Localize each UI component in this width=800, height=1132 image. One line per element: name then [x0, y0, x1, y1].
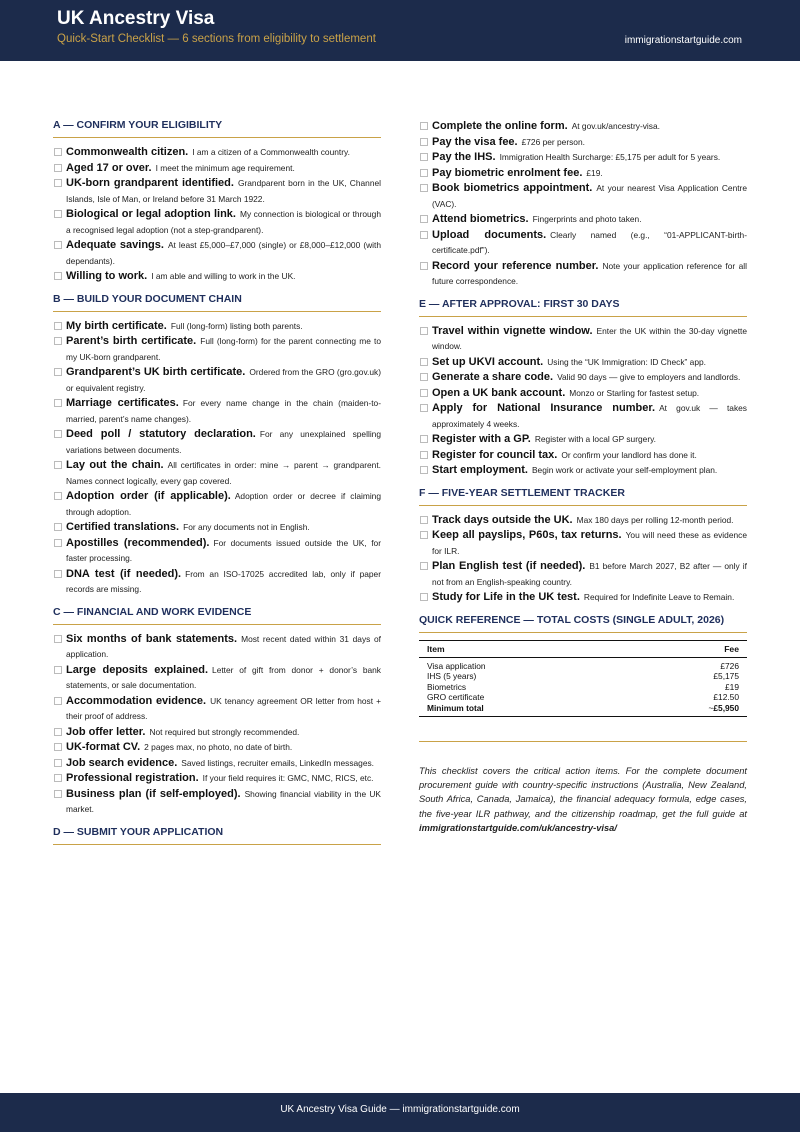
- checkbox[interactable]: [420, 184, 428, 192]
- right-sections: [419, 298, 747, 606]
- costs-row: [419, 671, 747, 682]
- item-description: Valid 90 days — give to employers and landlords.: [557, 372, 741, 382]
- item-label: Lay out the chain.: [66, 459, 164, 471]
- item-label: Job offer letter.: [66, 725, 146, 738]
- checklist-item: [53, 319, 381, 335]
- item-label: Aged 17 or over.: [66, 161, 152, 174]
- page-subtitle: Quick-Start Checklist — 6 sections from eligibility to settlement: [57, 33, 376, 45]
- item-description: Immigration Health Surcharge: £5,175 per adult for 5 years.: [499, 152, 721, 162]
- checkbox[interactable]: [54, 272, 62, 280]
- item-description: B1 before March 2027, B2 after — only if not from an English-speaking country.: [432, 561, 747, 587]
- item-label: Pay the visa fee.: [432, 135, 518, 148]
- checklist-section: [53, 119, 381, 285]
- item-label: Generate a share code.: [432, 371, 554, 383]
- section-heading: C — FINANCIAL AND WORK EVIDENCE: [53, 606, 381, 625]
- gold-divider: [419, 741, 747, 742]
- item-description: At gov.uk — takes approximately 4 weeks.: [432, 403, 747, 429]
- checklist-item: [53, 756, 381, 772]
- item-description: Full (long-form) listing both parents.: [170, 320, 303, 331]
- item-label: Business plan (if self-employed).: [66, 787, 241, 800]
- checklist-item: [53, 771, 381, 787]
- costs-col-fee: Fee: [621, 640, 747, 657]
- item-label: My birth certificate.: [66, 319, 167, 332]
- checkbox[interactable]: [420, 451, 428, 459]
- checklist-item: [53, 427, 381, 458]
- page-title: UK Ancestry Visa: [57, 8, 215, 29]
- item-description: Monzo or Starling for fastest setup.: [569, 387, 700, 398]
- checklist-section: [53, 826, 381, 845]
- cost-item: Visa application: [427, 660, 486, 671]
- item-description: Register with a local GP surgery.: [534, 434, 657, 444]
- checklist-item: [53, 458, 381, 489]
- left-column: [53, 119, 381, 853]
- checkbox[interactable]: [420, 215, 428, 223]
- checklist-item: [419, 181, 747, 212]
- item-description: For any unexplained spelling variations between documents.: [66, 429, 381, 455]
- checklist-item: [53, 365, 381, 396]
- checkbox[interactable]: [54, 666, 62, 674]
- checklist-section: [419, 298, 747, 479]
- item-description: I am a citizen of a Commonwealth country.: [192, 147, 350, 157]
- checklist-item: [419, 355, 747, 371]
- total-fee: £5,950: [713, 702, 739, 713]
- checklist-section: [419, 487, 747, 606]
- item-label: Pay the IHS.: [432, 151, 496, 163]
- item-description: Fingerprints and photo taken.: [532, 214, 642, 224]
- item-description: For any documents not in English.: [183, 522, 310, 532]
- checkbox[interactable]: [420, 516, 428, 524]
- item-description: If your field requires it: GMC, NMC, RICS, etc.: [202, 773, 374, 783]
- checklist-item: [53, 787, 381, 818]
- item-label: Apply for National Insurance number.: [432, 402, 656, 414]
- item-description: At your nearest Visa Application Centre (VAC).: [432, 183, 748, 209]
- item-description: I meet the minimum age requirement.: [155, 162, 295, 173]
- item-label: Study for Life in the UK test.: [432, 591, 580, 603]
- total-label: Minimum total: [419, 703, 621, 717]
- checklist-item: [53, 632, 381, 663]
- checklist-item: [53, 207, 381, 238]
- item-description: Ordered from the GRO (gro.gov.uk) or equivalent registry.: [66, 367, 381, 393]
- checklist-item: [419, 370, 747, 386]
- item-description: You will need these as evidence for ILR.: [432, 530, 747, 556]
- checkbox[interactable]: [420, 466, 428, 474]
- item-label: Upload documents.: [432, 228, 547, 241]
- checkbox[interactable]: [54, 322, 62, 330]
- item-label: Large deposits explained.: [66, 663, 209, 676]
- checklist-item: [419, 463, 747, 479]
- checklist-item: [53, 161, 381, 177]
- item-description: Using the “UK Immigration: ID Check” app.: [547, 356, 706, 367]
- section-heading: A — CONFIRM YOUR ELIGIBILITY: [53, 119, 381, 138]
- costs-row: [419, 692, 747, 703]
- item-description: Most recent dated within 31 days of application.: [66, 633, 381, 659]
- item-description: Saved listings, recruiter emails, LinkedIn messages.: [181, 757, 374, 768]
- checkbox[interactable]: [54, 728, 62, 736]
- item-label: Record your reference number.: [432, 259, 599, 272]
- item-label: UK-born grandparent identified.: [66, 177, 234, 189]
- item-label: Professional registration.: [66, 772, 199, 784]
- item-label: Six months of bank statements.: [66, 632, 238, 645]
- checklist-item: [53, 567, 381, 598]
- item-description: Enter the UK within the 30-day vignette window.: [432, 325, 748, 351]
- quick-reference-heading: QUICK REFERENCE — TOTAL COSTS (SINGLE ADULT, 2026): [419, 614, 747, 633]
- checkbox[interactable]: [420, 153, 428, 161]
- checkbox[interactable]: [54, 368, 62, 376]
- checklist-item: [419, 401, 747, 432]
- costs-total-row: [419, 703, 747, 717]
- item-label: Start employment.: [432, 464, 528, 476]
- item-label: Adoption order (if applicable).: [66, 490, 231, 502]
- costs-row: [419, 657, 747, 671]
- costs-row: [419, 682, 747, 693]
- checkbox[interactable]: [420, 389, 428, 397]
- footer-text: UK Ancestry Visa Guide — immigrationstartguide.com: [280, 1104, 520, 1115]
- checkbox[interactable]: [420, 562, 428, 570]
- checkbox[interactable]: [54, 461, 62, 469]
- section-heading: E — AFTER APPROVAL: FIRST 30 DAYS: [419, 298, 747, 317]
- checkbox[interactable]: [420, 531, 428, 539]
- item-label: UK-format CV.: [66, 741, 141, 753]
- total-prefix: ~: [708, 702, 714, 713]
- checklist-section: [53, 293, 381, 598]
- checklist-item: [53, 740, 381, 756]
- item-description: Required for Indefinite Leave to Remain.: [583, 592, 735, 602]
- costs-table-body: [419, 657, 747, 717]
- item-label: Register with a GP.: [432, 433, 531, 445]
- item-description: Not required but strongly recommended.: [149, 726, 300, 737]
- item-description: At gov.uk/ancestry-visa.: [571, 121, 660, 131]
- item-label: Open a UK bank account.: [432, 386, 566, 399]
- section-heading: F — FIVE-YEAR SETTLEMENT TRACKER: [419, 487, 747, 506]
- item-label: Register for council tax.: [432, 448, 558, 461]
- checklist-item: [53, 663, 381, 694]
- checkbox[interactable]: [420, 404, 428, 412]
- item-description: Or confirm your landlord has done it.: [561, 449, 697, 460]
- item-label: Complete the online form.: [432, 120, 568, 132]
- item-description: Note your application reference for all future correspondence.: [432, 260, 747, 286]
- checkbox[interactable]: [54, 399, 62, 407]
- checkbox[interactable]: [54, 492, 62, 500]
- checklist-item: [53, 489, 381, 520]
- item-description: UK tenancy agreement OR letter from host + their proof of address.: [66, 695, 381, 721]
- checklist-item: [53, 269, 381, 285]
- item-label: Parent’s birth certificate.: [66, 335, 197, 347]
- cost-fee: £726: [720, 660, 739, 671]
- item-label: Job search evidence.: [66, 756, 178, 769]
- checkbox[interactable]: [54, 337, 62, 345]
- checkbox[interactable]: [420, 435, 428, 443]
- checklist-item: [419, 212, 747, 228]
- item-label: Adequate savings.: [66, 239, 164, 251]
- checklist-item: [53, 725, 381, 741]
- item-label: Biological or legal adoption link.: [66, 208, 236, 220]
- item-label: DNA test (if needed).: [66, 567, 182, 580]
- checkbox[interactable]: [54, 539, 62, 547]
- page-footer: [0, 1093, 800, 1132]
- checklist-item: [419, 528, 747, 559]
- checklist-item: [53, 238, 381, 269]
- item-description: £726 per person.: [521, 136, 585, 147]
- item-description: Max 180 days per rolling 12-month period.: [576, 514, 734, 525]
- item-label: Plan English test (if needed).: [432, 560, 586, 572]
- item-label: Certified translations.: [66, 521, 180, 533]
- item-label: Pay biometric enrolment fee.: [432, 166, 583, 179]
- item-description: Full (long-form) for the parent connecting me to my UK-born grandparent.: [66, 336, 381, 362]
- checklist-item: [419, 448, 747, 464]
- costs-table: [419, 640, 747, 718]
- checkbox[interactable]: [54, 210, 62, 218]
- checkbox[interactable]: [54, 523, 62, 531]
- checklist-item: [53, 536, 381, 567]
- item-label: Willing to work.: [66, 270, 148, 282]
- item-label: Accommodation evidence.: [66, 694, 207, 707]
- item-label: Travel within vignette window.: [432, 324, 593, 337]
- cost-fee: £5,175: [713, 671, 739, 681]
- checklist-item: [419, 259, 747, 290]
- checklist-item: [419, 135, 747, 151]
- item-description: Showing financial viability in the UK market.: [66, 788, 381, 814]
- checkbox[interactable]: [54, 697, 62, 705]
- checklist-item: [53, 145, 381, 161]
- checkbox[interactable]: [420, 373, 428, 381]
- quick-reference: [419, 614, 747, 743]
- item-label: Apostilles (recommended).: [66, 536, 210, 549]
- checkbox[interactable]: [54, 759, 62, 767]
- checkbox[interactable]: [420, 122, 428, 130]
- item-label: Book biometrics appointment.: [432, 182, 593, 194]
- checkbox[interactable]: [54, 241, 62, 249]
- item-description: From an ISO-17025 accredited lab, only if paper records are missing.: [66, 568, 381, 594]
- checkbox[interactable]: [420, 358, 428, 366]
- checkbox[interactable]: [54, 790, 62, 798]
- cost-fee: £19: [725, 681, 739, 692]
- checklist-item: [419, 119, 747, 135]
- checkbox[interactable]: [420, 262, 428, 270]
- checkbox[interactable]: [420, 593, 428, 601]
- checklist-item: [419, 150, 747, 166]
- checklist-item: [53, 176, 381, 207]
- checklist-item: [419, 324, 747, 355]
- checklist-item: [419, 590, 747, 606]
- checkbox[interactable]: [54, 430, 62, 438]
- item-description: Adoption order or decree if claiming through adoption.: [66, 491, 381, 517]
- checklist-item: [419, 228, 747, 259]
- section-heading: D — SUBMIT YOUR APPLICATION: [53, 826, 381, 845]
- item-description: My connection is biological or through a recognised legal adoption (not a step-grandparent).: [66, 209, 381, 235]
- cost-item: GRO certificate: [427, 692, 485, 702]
- checklist-item: [419, 559, 747, 590]
- item-description: For documents issued outside the UK, for faster processing.: [66, 537, 381, 563]
- checklist-item: [53, 396, 381, 427]
- checklist-item: [53, 520, 381, 536]
- checklist-item: [419, 432, 747, 448]
- section-d-items: [419, 119, 747, 290]
- cost-item: Biometrics: [427, 681, 467, 692]
- footnote-text: This checklist covers the critical action items. For the complete document procurement guide with country-specific instructions (Australia, New Zealand, South Africa, Canada, Jamaica), the financial adequacy formula, edge cases, the five-year ILR pathway, and the citizenship roadmap, get the full guide at: [419, 766, 747, 819]
- checkbox[interactable]: [54, 635, 62, 643]
- item-description: Clearly named (e.g., “01-APPLICANT-birth-certificate.pdf”).: [432, 229, 748, 255]
- item-label: Commonwealth citizen.: [66, 146, 189, 158]
- item-label: Keep all payslips, P60s, tax returns.: [432, 529, 622, 541]
- checklist-item: [53, 694, 381, 725]
- costs-col-item: Item: [419, 640, 621, 657]
- checkbox[interactable]: [420, 231, 428, 239]
- item-label: Attend biometrics.: [432, 213, 529, 225]
- checkbox[interactable]: [54, 743, 62, 751]
- checkbox[interactable]: [54, 164, 62, 172]
- item-description: At least £5,000–£7,000 (single) or £8,000–£12,000 (with dependants).: [66, 240, 382, 266]
- checklist-item: [419, 386, 747, 402]
- cost-item: IHS (5 years): [427, 671, 477, 681]
- item-description: £19.: [586, 167, 603, 178]
- item-label: Deed poll / statutory declaration.: [66, 428, 256, 440]
- item-description: Begin work or activate your self-employment plan.: [531, 465, 718, 475]
- item-label: Set up UKVI account.: [432, 355, 544, 368]
- checkbox[interactable]: [54, 179, 62, 187]
- item-description: All certificates in order: mine → parent → grandparent. Names connect logically, every gap covered.: [66, 460, 381, 486]
- item-description: For every name change in the chain (maiden-to-married, parent’s name changes).: [66, 398, 381, 424]
- footnote-link[interactable]: immigrationstartguide.com/uk/ancestry-visa/: [419, 822, 617, 833]
- checkbox[interactable]: [54, 774, 62, 782]
- cost-fee: £12.50: [713, 692, 739, 702]
- checkbox[interactable]: [54, 148, 62, 156]
- item-label: Marriage certificates.: [66, 397, 179, 409]
- item-description: Grandparent born in the UK, Channel Islands, Isle of Man, or Ireland before 31 March 1922.: [66, 178, 381, 204]
- costs-table-header: [419, 640, 747, 657]
- checkbox[interactable]: [420, 138, 428, 146]
- item-description: I am able and willing to work in the UK.: [151, 271, 296, 281]
- item-label: Grandparent’s UK birth certificate.: [66, 366, 246, 378]
- checklist-item: [419, 166, 747, 182]
- item-description: 2 pages max, no photo, no date of birth.: [144, 742, 293, 752]
- checklist-item: [419, 513, 747, 529]
- header-site-link[interactable]: immigrationstartguide.com: [624, 35, 742, 46]
- item-label: Track days outside the UK.: [432, 513, 573, 526]
- checkbox[interactable]: [420, 169, 428, 177]
- right-column: [419, 119, 747, 835]
- checkbox[interactable]: [420, 327, 428, 335]
- footnote: [419, 764, 747, 835]
- checklist-section: [53, 606, 381, 818]
- page-header: [0, 0, 800, 61]
- item-description: Letter of gift from donor + donor’s bank statements, or sale documentation.: [66, 664, 381, 690]
- checkbox[interactable]: [54, 570, 62, 578]
- section-heading: B — BUILD YOUR DOCUMENT CHAIN: [53, 293, 381, 312]
- checklist-item: [53, 334, 381, 365]
- total-fee-cell: [621, 703, 747, 717]
